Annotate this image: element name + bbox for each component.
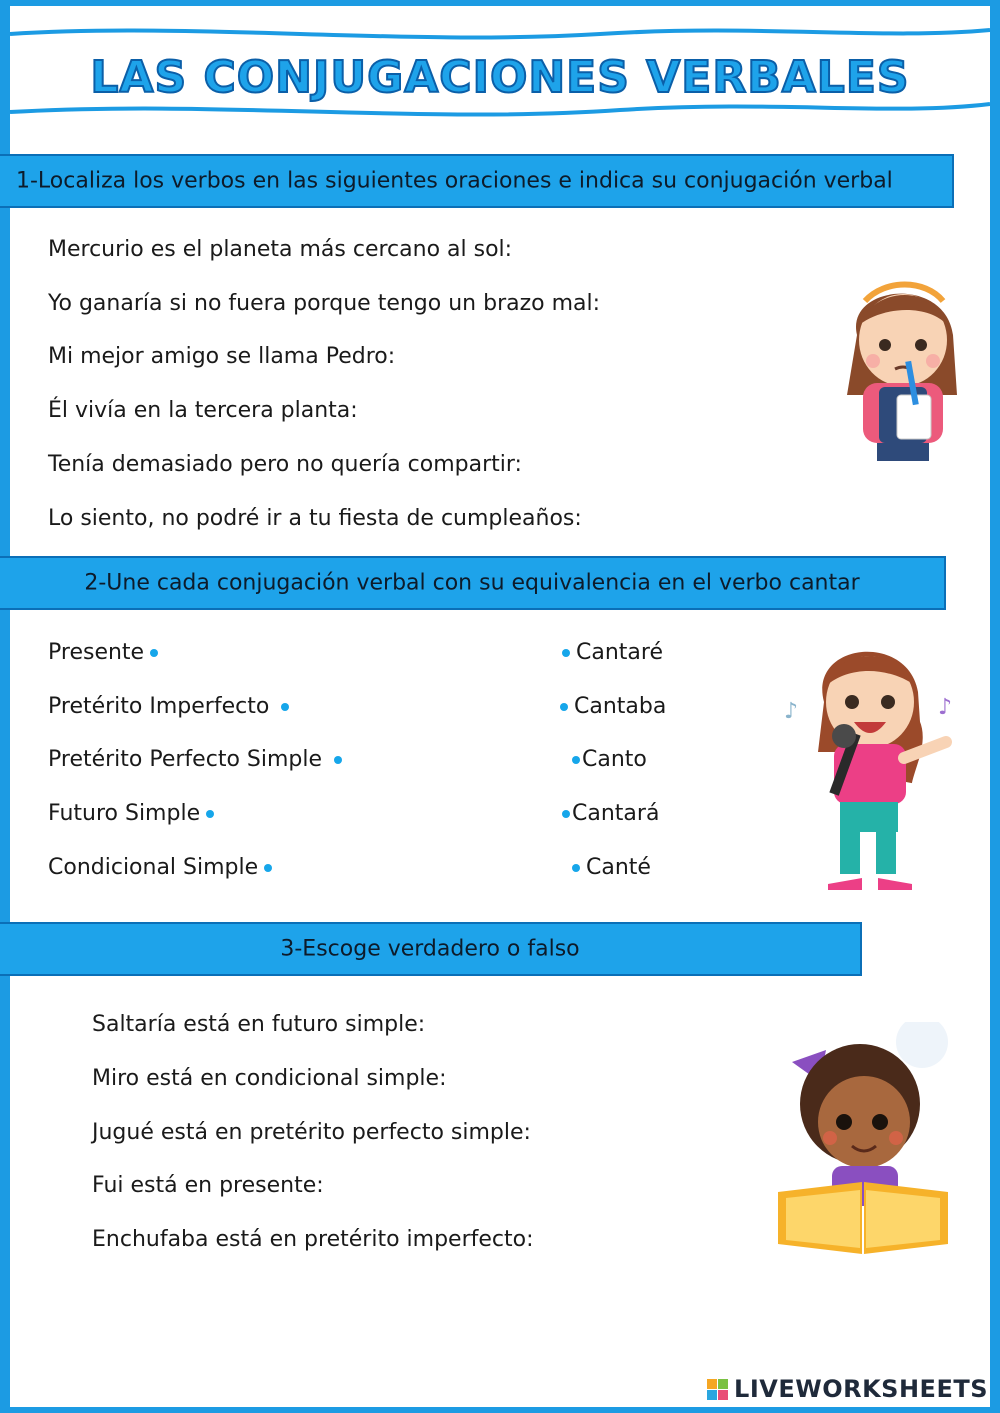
match-dot[interactable] xyxy=(560,703,568,711)
match-right-5 xyxy=(566,855,651,880)
match-left-1 xyxy=(48,640,164,665)
match-left-label: Pretérito Imperfecto xyxy=(48,694,270,719)
liveworksheets-logo-icon xyxy=(707,1379,728,1400)
match-right-1 xyxy=(556,640,663,665)
match-right-label: Cantaba xyxy=(574,694,667,719)
match-right-4 xyxy=(556,801,659,826)
match-left-3 xyxy=(48,747,348,772)
reading-girl-illustration xyxy=(772,1022,954,1262)
statement-2: Miro está en condicional simple: xyxy=(92,1066,447,1091)
match-dot[interactable] xyxy=(334,756,342,764)
match-right-label: Canto xyxy=(582,747,647,772)
sentence-1: Mercurio es el planeta más cercano al sol: xyxy=(48,237,513,262)
match-dot[interactable] xyxy=(264,864,272,872)
match-left-label: Futuro Simple xyxy=(48,801,201,826)
sentence-3: Mi mejor amigo se llama Pedro: xyxy=(48,344,396,369)
statement-1: Saltaría está en futuro simple: xyxy=(92,1012,426,1037)
match-dot[interactable] xyxy=(572,864,580,872)
match-right-label: Cantará xyxy=(572,801,660,826)
match-dot[interactable] xyxy=(206,810,214,818)
section-3-heading: 3-Escoge verdadero o falso xyxy=(280,936,580,962)
match-dot[interactable] xyxy=(150,649,158,657)
match-right-2 xyxy=(554,694,666,719)
section-3-header xyxy=(0,922,862,976)
svg-text:♪: ♪ xyxy=(784,699,799,724)
liveworksheets-brand: LIVEWORKSHEETS xyxy=(734,1375,988,1403)
sentence-6: Lo siento, no podré ir a tu fiesta de cumpleaños: xyxy=(48,506,582,531)
match-right-label: Cantaré xyxy=(576,640,663,665)
statement-4: Fui está en presente: xyxy=(92,1173,324,1198)
thinking-girl-illustration xyxy=(835,265,970,465)
match-left-5 xyxy=(48,855,278,880)
match-right-3 xyxy=(566,747,647,772)
match-dot[interactable] xyxy=(281,703,289,711)
match-left-2 xyxy=(48,694,295,719)
sentence-4: Él vivía en la tercera planta: xyxy=(48,398,358,423)
section-2-header xyxy=(0,556,946,610)
match-left-label: Presente xyxy=(48,640,145,665)
singing-girl-illustration xyxy=(778,632,968,902)
match-left-label: Condicional Simple xyxy=(48,855,259,880)
sentence-5: Tenía demasiado pero no quería compartir: xyxy=(48,452,522,477)
statement-5: Enchufaba está en pretérito imperfecto: xyxy=(92,1227,534,1252)
section-1-header xyxy=(0,154,954,208)
section-2-heading: 2-Une cada conjugación verbal con su equivalencia en el verbo cantar xyxy=(84,570,860,596)
sentence-2: Yo ganaría si no fuera porque tengo un brazo mal: xyxy=(48,291,601,316)
match-dot[interactable] xyxy=(572,756,580,764)
section-1-heading: 1-Localiza los verbos en las siguientes oraciones e indica su conjugación verbal xyxy=(16,168,893,194)
liveworksheets-logo xyxy=(707,1375,988,1403)
svg-text:♪: ♪ xyxy=(938,695,953,720)
statement-3: Jugué está en pretérito perfecto simple: xyxy=(92,1120,531,1145)
match-right-label: Canté xyxy=(586,855,651,880)
page-title: LAS CONJUGACIONES VERBALES xyxy=(90,52,910,103)
match-left-label: Pretérito Perfecto Simple xyxy=(48,747,323,772)
match-left-4 xyxy=(48,801,220,826)
match-dot[interactable] xyxy=(562,810,570,818)
match-dot[interactable] xyxy=(562,649,570,657)
